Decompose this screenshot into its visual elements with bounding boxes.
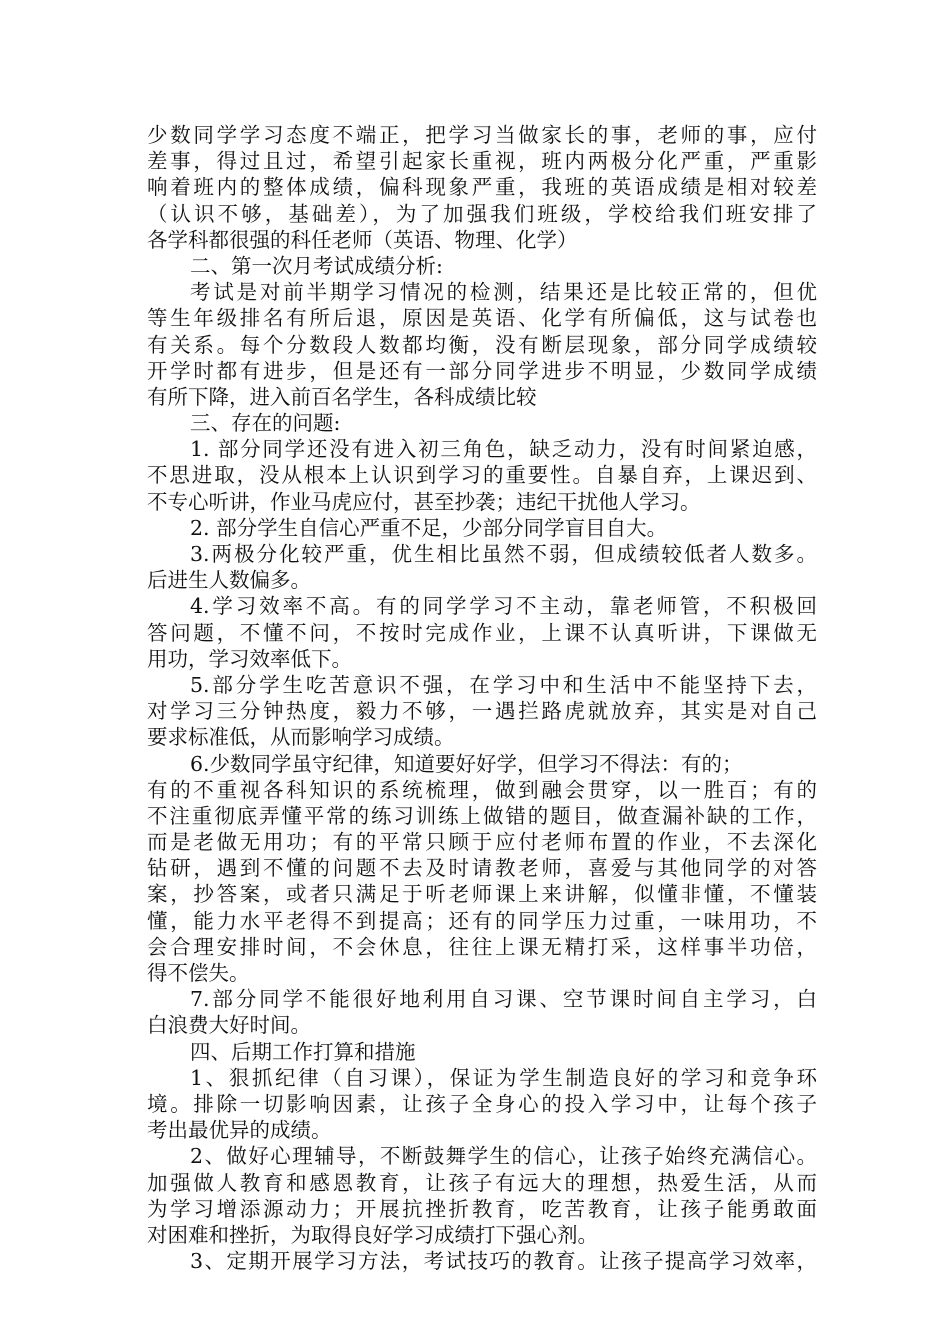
- text-line: 等生年级排名有所后退，原因是英语、化学有所偏低，这与试卷也: [147, 306, 817, 331]
- text-line: 差事，得过且过，希望引起家长重视，班内两极分化严重，严重影: [147, 149, 817, 174]
- text-line: 1. 部分同学还没有进入初三角色，缺乏动力，没有时间紧迫感，: [190, 437, 817, 462]
- text-line: 不思进取，没从根本上认识到学习的重要性。自暴自弃，上课迟到、: [147, 463, 817, 488]
- text-line: 考试是对前半期学习情况的检测，结果还是比较正常的，但优: [190, 280, 817, 305]
- text-line: 得不偿失。: [147, 961, 250, 985]
- text-line: 境。排除一切影响因素，让孩子全身心的投入学习中，让每个孩子: [147, 1091, 817, 1116]
- text-line: 白浪费大好时间。: [147, 1013, 311, 1038]
- text-line: 后进生人数偏多。: [147, 568, 311, 593]
- text-line: 3、定期开展学习方法，考试技巧的教育。让孩子提高学习效率，: [190, 1249, 817, 1274]
- text-line: 5.部分学生吃苦意识不强，在学习中和生活中不能坚持下去，: [190, 672, 817, 697]
- text-line: 有所下降，进入前百名学生，各科成绩比较: [147, 384, 537, 409]
- text-line: 对学习三分钟热度，毅力不够，一遇拦路虎就放弃，其实是对自己: [147, 699, 817, 724]
- text-line: 加强做人教育和感恩教育，让孩子有远大的理想，热爱生活，从而: [147, 1170, 817, 1195]
- text-line: 四、后期工作打算和措施: [190, 1039, 416, 1064]
- text-line: 答问题，不懂不问，不按时完成作业，上课不认真听讲，下课做无: [147, 620, 817, 645]
- text-line: 开学时都有进步，但是还有一部分同学进步不明显，少数同学成绩: [147, 358, 817, 383]
- text-line: （认识不够，基础差），为了加强我们班级，学校给我们班安排了: [147, 201, 817, 226]
- text-line: 少数同学学习态度不端正，把学习当做家长的事，老师的事，应付: [147, 123, 817, 147]
- text-line: 4.学习效率不高。有的同学学习不主动，靠老师管，不积极回: [190, 594, 817, 619]
- text-line: 为学习增添源动力；开展抗挫折教育，吃苦教育，让孩子能勇敢面: [147, 1196, 817, 1221]
- text-line: 有的不重视各科知识的系统梳理，做到融会贯穿，以一胜百；有的: [147, 777, 817, 802]
- text-line: 响着班内的整体成绩，偏科现象严重，我班的英语成绩是相对较差: [147, 175, 817, 200]
- text-line: 用功，学习效率低下。: [147, 646, 352, 671]
- text-line: 会合理安排时间，不会休息，往往上课无精打采，这样事半功倍，: [147, 934, 817, 959]
- text-line: 钻研，遇到不懂的问题不去及时请教老师，喜爱与其他同学的对答: [147, 856, 817, 881]
- text-line: 要求标准低，从而影响学习成绩。: [147, 725, 455, 750]
- document-body-text: [147, 122, 817, 1274]
- text-line: 3.两极分化较严重，优生相比虽然不弱，但成绩较低者人数多。: [190, 542, 817, 566]
- text-line: 考出最优异的成绩。: [147, 1118, 332, 1143]
- text-line: 不注重彻底弄懂平常的练习训练上做错的题目，做查漏补缺的工作，: [147, 803, 817, 828]
- text-line: 1、狠抓纪律（自习课），保证为学生制造良好的学习和竞争环: [190, 1065, 817, 1090]
- text-line: 而是老做无用功；有的平常只顾于应付老师布置的作业，不去深化: [147, 830, 817, 855]
- text-line: 对困难和挫折，为取得良好学习成绩打下强心剂。: [147, 1222, 598, 1247]
- text-line: 案，抄答案，或者只满足于听老师课上来讲解，似懂非懂，不懂装: [147, 882, 817, 907]
- text-line: 各学科都很强的科任老师（英语、物理、化学）: [147, 227, 578, 252]
- text-line: 2. 部分学生自信心严重不足，少部分同学盲目自大。: [190, 515, 668, 540]
- text-line: 6.少数同学虽守纪律，知道要好好学，但学习不得法：有的；: [190, 751, 743, 776]
- text-line: 懂，能力水平老得不到提高；还有的同学压力过重，一味用功，不: [147, 908, 817, 933]
- text-line: 二、第一次月考试成绩分析:: [190, 253, 443, 278]
- text-line: 2、做好心理辅导，不断鼓舞学生的信心，让孩子始终充满信心。: [190, 1144, 817, 1169]
- text-line: 有关系。每个分数段人数都均衡，没有断层现象，部分同学成绩较: [147, 332, 817, 357]
- text-line: 7.部分同学不能很好地利用自习课、空节课时间自主学习，白: [190, 987, 817, 1012]
- text-line: 不专心听讲，作业马虎应付，甚至抄袭；违纪干扰他人学习。: [147, 489, 701, 514]
- text-line: 三、存在的问题:: [190, 411, 341, 436]
